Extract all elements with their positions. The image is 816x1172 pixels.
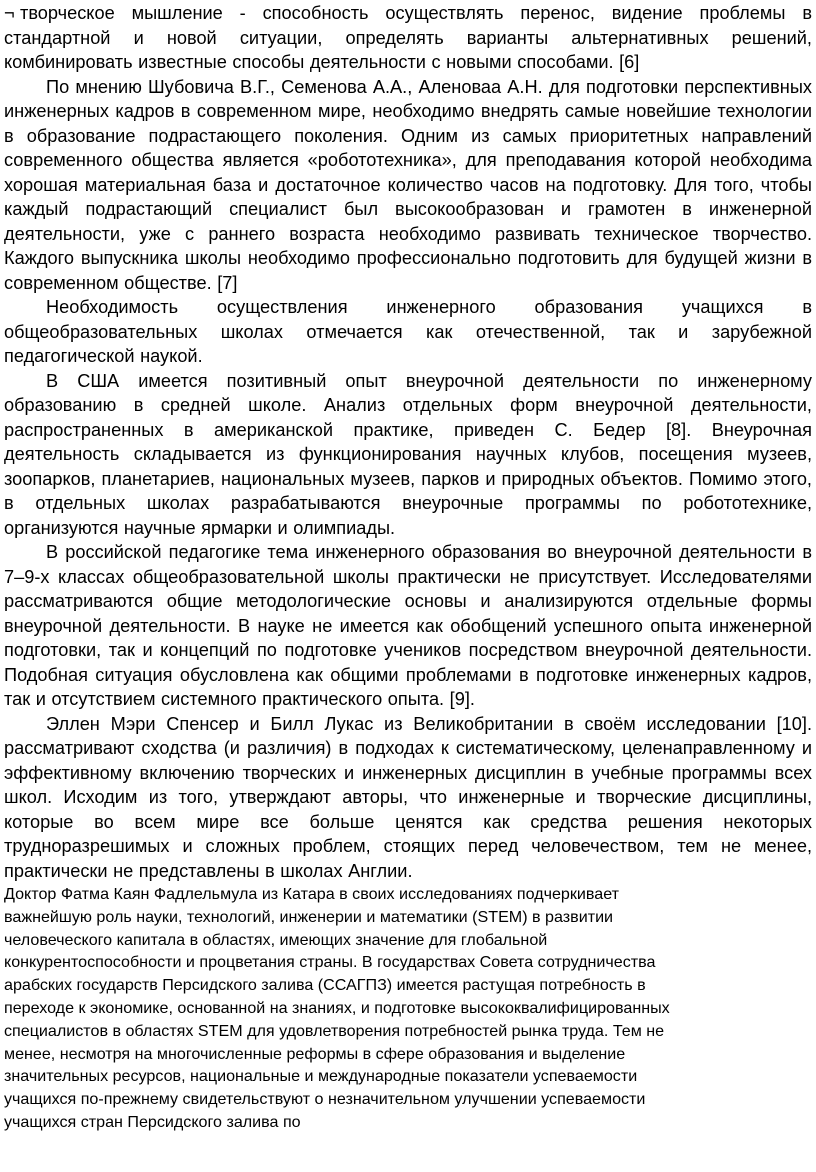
main-body xyxy=(4,1,812,883)
list-marker: ¬ xyxy=(4,3,15,23)
tail-line: важнейшую роль науки, технологий, инженерии и математики (STEM) в развитии xyxy=(4,907,614,926)
tail-line: учащихся по-прежнему свидетельствуют о незначительном улучшении успеваемости xyxy=(4,1090,646,1109)
tail-line: учащихся стран Персидского залива по xyxy=(4,1112,301,1131)
paragraph-shubovich: По мнению Шубовича В.Г., Семенова А.А., Аленоваа А.Н. для подготовки перспективных инженерных кадров в современном мире, необходимо внедрять самые новейшие технологии в образование подрастающего поколения. Одним из самых приоритетных направлений современного общества является «робототехника», для преподавания которой необходима хорошая материальная база и достаточное количество часов на подготовку. Для того, чтобы каждый подрастающий специалист был высокообразован и грамотен в инженерной деятельности, уже с раннего возраста необходимо развивать техническое творчество. Каждого выпускника школы необходимо профессионально подготовить для будущей жизни в современном обществе. [7] xyxy=(4,76,812,293)
tail-line: менее, несмотря на многочисленные реформы в сфере образования и выделение xyxy=(4,1044,626,1063)
paragraph-necessity: Необходимость осуществления инженерного образования учащихся в общеобразовательных школах отмечается как отечественной, так и зарубежной педагогической наукой. xyxy=(4,297,812,366)
tail-line: переходе к экономике, основанной на знаниях, и подготовке высококвалифицированных xyxy=(4,998,670,1017)
qatar-paragraph xyxy=(4,883,812,1134)
paragraph-russia: В российской педагогике тема инженерного образования во внеурочной деятельности в 7–9-х классах общеобразовательной школы практически не присутствует. Исследователями рассматриваются общие методологические основы и анализируются отдельные формы внеурочной деятельности. В науке не имеется как обобщений успешного опыта инженерной подготовки, так и концепций по подготовке учеников посредством внеурочной деятельности. Подобная ситуация обусловлена как общими проблемами в подготовке инженерных кадров, так и отсутствием системного практического опыта. [9]. xyxy=(4,542,812,709)
paragraph-uk: Эллен Мэри Спенсер и Билл Лукас из Великобритании в своём исследовании [10]. рассматривают сходства (и различия) в подходах к систематическому, целенаправленному и эффективному включению творческих и инженерных дисциплин в учебные программы всех школ. Исходим из того, утверждают авторы, что инженерные и творческие дисциплины, которые во всем мире все больше ценятся как средства решения некоторых трудноразрешимых и сложных проблем, стоящих перед человечеством, тем не менее, практически не представлены в школах Англии. xyxy=(4,713,812,881)
tail-line: специалистов в областях STEM для удовлетворения потребностей рынка труда. Тем не xyxy=(4,1021,665,1040)
tail-line: арабских государств Персидского залива (ССАГПЗ) имеется растущая потребность в xyxy=(4,976,646,995)
tail-line: человеческого капитала в областях, имеющих значение для глобальной xyxy=(4,930,548,949)
tail-line: Доктор Фатма Каян Фадлельмула из Катара в своих исследованиях подчеркивает xyxy=(4,885,620,903)
paragraph-usa: В США имеется позитивный опыт внеурочной деятельности по инженерному образованию в средней школе. Анализ отдельных форм внеурочной деятельности, распространенных в американской практике, приведен С. Бедер [8]. Внеурочная деятельность складывается из функционирования научных клубов, посещения музеев, зоопарков, планетариев, национальных музеев, парков и природных объектов. Помимо этого, в отдельных школах разрабатываются внеурочные программы по робототехнике, организуются научные ярмарки и олимпиады. xyxy=(4,370,812,538)
paragraph-creative-thinking xyxy=(4,1,812,75)
tail-line: конкурентоспособности и процветания страны. В государствах Совета сотрудничества xyxy=(4,953,656,972)
tail-line: значительных ресурсов, национальные и международные показатели успеваемости xyxy=(4,1067,638,1086)
paragraph-text: творческое мышление - способность осуществлять перенос, видение проблемы в стандартной и новой ситуации, определять варианты альтернативных решений, комбинировать известные способы деятельности с новыми способами. [6] xyxy=(4,3,812,72)
